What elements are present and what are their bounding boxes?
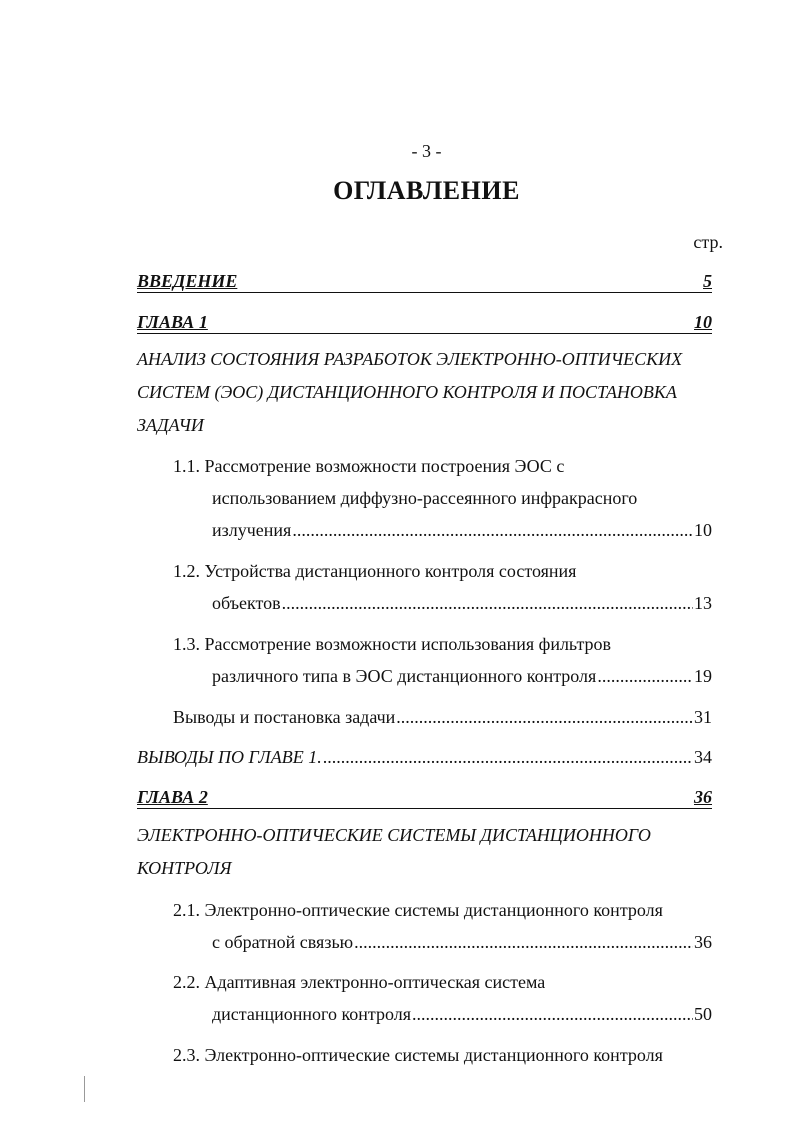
leader-dots: [396, 706, 693, 728]
toc-intro[interactable]: [137, 270, 712, 293]
toc-chapter-2-label: ГЛАВА 2: [137, 787, 208, 807]
leader-dots: [323, 746, 693, 768]
toc-chapter-1-conclusion[interactable]: [137, 746, 712, 768]
scan-margin-mark: [84, 1076, 85, 1102]
leader-dots: [292, 519, 693, 541]
toc-item-2-1-line[interactable]: 2.1. Электронно-оптические системы дистанционного контроля: [173, 900, 663, 920]
chapter-1-title-line: АНАЛИЗ СОСТОЯНИЯ РАЗРАБОТОК ЭЛЕКТРОННО-ОПТИЧЕСКИХ: [137, 349, 683, 369]
page-number: - 3 -: [411, 141, 442, 161]
leader-dots: [412, 1003, 693, 1025]
toc-chapter-2-page: 36: [694, 787, 712, 807]
toc-item-1-2-line[interactable]: 1.2. Устройства дистанционного контроля состояния: [173, 561, 577, 581]
leader-dots: [282, 592, 693, 614]
toc-chapter-1-conclusion-page: 34: [694, 747, 712, 767]
toc-item-1-3-page: 19: [694, 666, 712, 686]
toc-item-2-2-page: 50: [694, 1004, 712, 1024]
toc-item-2-2-text: дистанционного контроля: [212, 1004, 412, 1024]
toc-intro-page: 5: [703, 271, 712, 291]
toc-chapter-1-label: ГЛАВА 1: [137, 312, 208, 332]
toc-intro-label: ВВЕДЕНИЕ: [137, 271, 238, 291]
toc-chapter-1[interactable]: [137, 311, 712, 334]
chapter-1-title-line: ЗАДАЧИ: [137, 415, 204, 435]
toc-item-conclusions-1-text: Выводы и постановка задачи: [173, 707, 396, 727]
toc-item-2-2-line[interactable]: 2.2. Адаптивная электронно-оптическая система: [173, 972, 546, 992]
leader-dots: [354, 931, 693, 953]
toc-item-2-1-text: с обратной связью: [212, 932, 354, 952]
toc-item-1-1-line[interactable]: 1.1. Рассмотрение возможности построения ЭОС с: [173, 456, 565, 476]
toc-item-1-2-text: объектов: [212, 593, 281, 613]
toc-item-1-3-text: различного типа в ЭОС дистанционного контроля: [212, 666, 597, 686]
chapter-2-title-line: ЭЛЕКТРОННО-ОПТИЧЕСКИЕ СИСТЕМЫ ДИСТАНЦИОННОГО: [137, 825, 651, 845]
toc-item-conclusions-1-page: 31: [694, 707, 712, 727]
page-column-header: стр.: [693, 232, 723, 252]
toc-item-conclusions-1[interactable]: [173, 706, 712, 728]
toc-item-1-1-page: 10: [694, 520, 712, 540]
toc-chapter-1-conclusion-text: ВЫВОДЫ ПО ГЛАВЕ 1.: [137, 747, 322, 767]
leader-dots: [597, 665, 693, 687]
toc-item-2-3-line[interactable]: 2.3. Электронно-оптические системы дистанционного контроля: [173, 1045, 663, 1065]
toc-chapter-2[interactable]: [137, 786, 712, 809]
toc-item-2-1-page: 36: [694, 932, 712, 952]
toc-item-1-1-entry[interactable]: [212, 519, 712, 541]
toc-item-1-1-text: излучения: [212, 520, 292, 540]
toc-item-1-1-line[interactable]: использованием диффузно-рассеянного инфракрасного: [212, 488, 638, 508]
toc-item-1-2-page: 13: [694, 593, 712, 613]
chapter-1-title-line: СИСТЕМ (ЭОС) ДИСТАНЦИОННОГО КОНТРОЛЯ И ПОСТАНОВКА: [137, 382, 677, 402]
page-title: ОГЛАВЛЕНИЕ: [333, 176, 520, 205]
toc-item-1-3-entry[interactable]: [212, 665, 712, 687]
toc-item-2-2-entry[interactable]: [212, 1003, 712, 1025]
toc-item-1-2-entry[interactable]: [212, 592, 712, 614]
chapter-2-title-line: КОНТРОЛЯ: [137, 858, 232, 878]
toc-item-1-3-line[interactable]: 1.3. Рассмотрение возможности использования фильтров: [173, 634, 612, 654]
toc-chapter-1-page: 10: [694, 312, 712, 332]
toc-item-2-1-entry[interactable]: [212, 931, 712, 953]
